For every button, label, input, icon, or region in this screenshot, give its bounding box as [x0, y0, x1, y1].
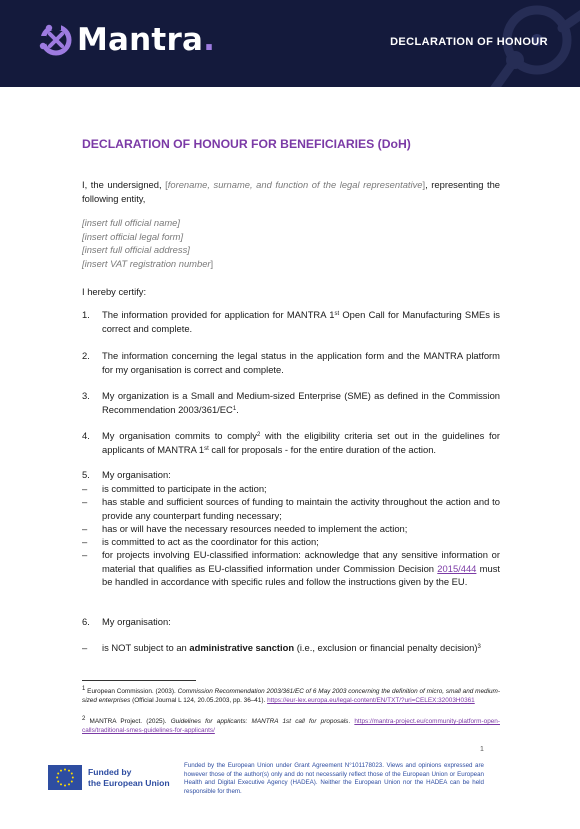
footnote-number: 2: [82, 716, 86, 722]
footnote-text: European Commission. (2003).: [85, 688, 178, 695]
commission-decision-link[interactable]: 2015/444: [437, 562, 477, 574]
item-text-part: The information provided for application for MANTRA 1: [102, 309, 335, 320]
dash-bullet: –: [82, 642, 88, 653]
dash-text-part: is NOT subject to an: [102, 642, 190, 653]
item-number: 1.: [82, 309, 90, 320]
eu-label-line: the European Union: [88, 778, 170, 788]
item-text: My organisation:: [102, 616, 171, 627]
item-text: [102, 389, 500, 416]
dash-text-part: for projects involving EU-classified information: acknowledge that any sensitive information or material that qualifies as EU-classified information under Commission Decision: [102, 549, 500, 574]
footnote-text: .: [348, 718, 355, 725]
item-number: 5.: [82, 469, 90, 480]
dash-text-part: (i.e., exclusion or financial penalty decision): [294, 642, 478, 653]
item-text: My organisation:: [102, 469, 171, 480]
dash-text: is committed to participate in the action;: [102, 483, 267, 494]
entity-fields: [82, 216, 500, 270]
document-title: DECLARATION OF HONOUR FOR BENEFICIARIES (DoH): [82, 137, 411, 151]
legal-form-placeholder: [insert official legal form]: [82, 230, 184, 242]
footnote-title: Commission Recommendation 2003/361/EC of 6 May 2003 concerning the definition of micro, small and medium-sized enterprises: [82, 688, 500, 704]
official-address-placeholder: [insert full official address]: [82, 244, 190, 255]
superscript: st: [204, 445, 209, 452]
dash-text: has stable and sufficient sources of funding to maintain the activity throughout the action and to provide any counterpart funding necessary;: [102, 496, 500, 521]
header-title: DECLARATION OF HONOUR: [390, 36, 548, 48]
footnote-text: MANTRA Project. (2025).: [85, 718, 171, 725]
footnote-title: Guidelines for applicants: MANTRA 1st call for proposals: [170, 718, 349, 725]
footnote-text: (Official Journal L 124, 20.05.2003, pp. 36–41).: [130, 697, 268, 704]
intro-text-start: I, the undersigned,: [82, 179, 166, 190]
bracket-open: [: [165, 179, 168, 190]
footnote-ref[interactable]: 2: [256, 432, 261, 438]
footnote-ref[interactable]: 1: [232, 405, 237, 412]
eu-flag-icon: [48, 765, 82, 790]
logo-wordmark: Mantra: [77, 22, 204, 58]
logo-dot: .: [203, 22, 215, 58]
administrative-sanction-emphasis: administrative sanction: [189, 642, 295, 653]
certify-heading: I hereby certify:: [82, 286, 147, 297]
footnote-ref[interactable]: 3: [477, 644, 481, 650]
footnote-link[interactable]: https://mantra-project.eu/community-platform-open-calls/traditional-smes-guidelines-for-applicants/: [82, 718, 500, 734]
official-name-placeholder: [insert full official name]: [82, 217, 180, 228]
footnote-divider: [82, 680, 196, 681]
mantra-logo-mark-icon: [38, 22, 74, 58]
item-text-part: My organisation commits to comply: [102, 430, 257, 441]
dash-bullet: –: [82, 496, 88, 507]
item-text-part: Open Call for Manufacturing SMEs is correct and complete.: [102, 309, 500, 334]
item-text-part: My organization is a Small and Medium-sized Enterprise (SME) as defined in the Commission Recommendation 2003/361/EC: [102, 390, 500, 415]
eu-funding-label: [88, 767, 170, 789]
footnote-number: 1: [82, 686, 86, 692]
dash-text: [102, 548, 500, 589]
item-number: 2.: [82, 350, 90, 361]
footnote-link[interactable]: https://eur-lex.europa.eu/legal-content/EN/TXT/?uri=CELEX:32003H0361: [267, 697, 475, 704]
representative-placeholder: forename, surname, and function of the legal representative: [167, 179, 423, 190]
item-text-part: .: [236, 403, 239, 415]
item-text-part: with the eligibility criteria set out in the guidelines for applicants of MANTRA 1: [102, 430, 500, 455]
mantra-logo: [38, 22, 215, 58]
eu-label-line: Funded by: [88, 767, 132, 777]
dash-text: has or will have the necessary resources needed to implement the action;: [102, 523, 408, 534]
dash-bullet: –: [82, 536, 88, 547]
dash-bullet: –: [82, 523, 88, 534]
page-header: [0, 0, 580, 87]
item-text: The information concerning the legal status in the application form and the MANTRA platform for my organisation is correct and complete.: [102, 350, 500, 375]
vat-placeholder-text: [insert VAT registration number: [82, 257, 211, 269]
item-text: [102, 429, 500, 456]
dash-bullet: –: [82, 549, 88, 560]
intro-text-end: , representing the following entity,: [82, 179, 500, 204]
vat-number-placeholder: [82, 257, 500, 271]
dash-text-part: must be handled in accordance with specific rules and follow the instructions given by the EU.: [102, 562, 500, 587]
item-number: 3.: [82, 390, 90, 401]
dash-text: [102, 641, 500, 655]
dash-text: is committed to act as the coordinator for this action;: [102, 536, 319, 547]
page-number: 1: [480, 746, 484, 753]
dash-bullet: –: [82, 483, 88, 494]
intro-paragraph: [82, 178, 500, 205]
item-number: 6.: [82, 616, 90, 627]
item-number: 4.: [82, 430, 90, 441]
footnote-2: [82, 717, 500, 735]
funding-disclaimer: Funded by the European Union under Grant Agreement N°101178023. Views and opinions expressed are however those of the author(s) only and do not necessarily reflect those of the European Union or European Health and Digital Executive Agency (HADEA). Neither the European Union nor the HADEA can be held responsible for them.: [184, 762, 484, 795]
superscript: st: [334, 311, 340, 317]
footnote-1: [82, 687, 500, 705]
vat-bracket-close: ]: [210, 257, 214, 269]
item-text: [102, 308, 500, 335]
item-text-part: call for proposals - for the entire duration of the action.: [208, 443, 437, 455]
bracket-close: ]: [422, 179, 426, 190]
